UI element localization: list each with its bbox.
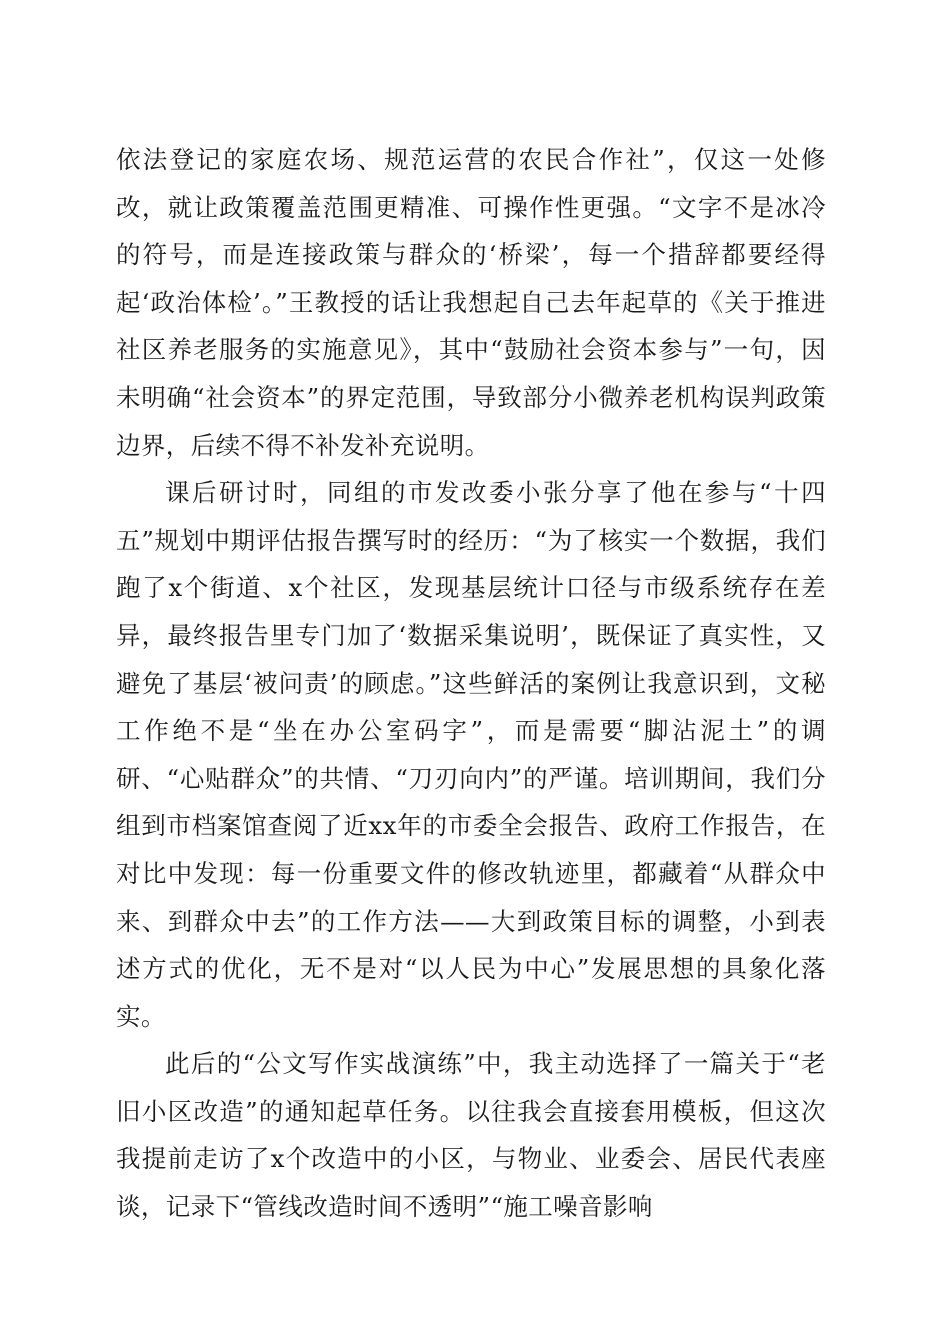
paragraph-1: 依法登记的家庭农场、规范运营的农民合作社”，仅这一处修改，就让政策覆盖范围更精准、可操作性更强。“文字不是冰冷的符号，而是连接政策与群众的‘桥梁’，每一个措辞都要经得起‘政治体检’。”王教授的话让我想起自己去年起草的《关于推进社区养老服务的实施意见》，其中“鼓励社会资本参与”一句，因未明确“社会资本”的界定范围，导致部分小微养老机构误判政策边界，后续不得不补发补充说明。 bbox=[116, 145, 826, 460]
paragraph-2: 课后研讨时，同组的市发改委小张分享了他在参与“十四五”规划中期评估报告撰写时的经历：“为了核实一个数据，我们跑了x个街道、x个社区，发现基层统计口径与市级系统存在差异，最终报告里专门加了‘数据采集说明’，既保证了真实性，又避免了基层‘被问责’的顾虑。”这些鲜活的案例让我意识到，文秘工作绝不是“坐在办公室码字”，而是需要“脚沾泥土”的调研、“心贴群众”的共情、“刀刃向内”的严谨。培训期间，我们分组到市档案馆查阅了近xx年的市委全会报告、政府工作报告，在对比中发现：每一份重要文件的修改轨迹里，都藏着“从群众中来、到群众中去”的工作方法——大到政策目标的调整，小到表述方式的优化，无不是对“以人民为中心”发展思想的具象化落实。 bbox=[116, 478, 826, 1031]
body-text bbox=[116, 136, 826, 1231]
paragraph-3: 此后的“公文写作实战演练”中，我主动选择了一篇关于“老旧小区改造”的通知起草任务。以往我会直接套用模板，但这次我提前走访了x个改造中的小区，与物业、业委会、居民代表座谈，记录下“管线改造时间不透明”“施工噪音影响 bbox=[116, 1049, 826, 1222]
